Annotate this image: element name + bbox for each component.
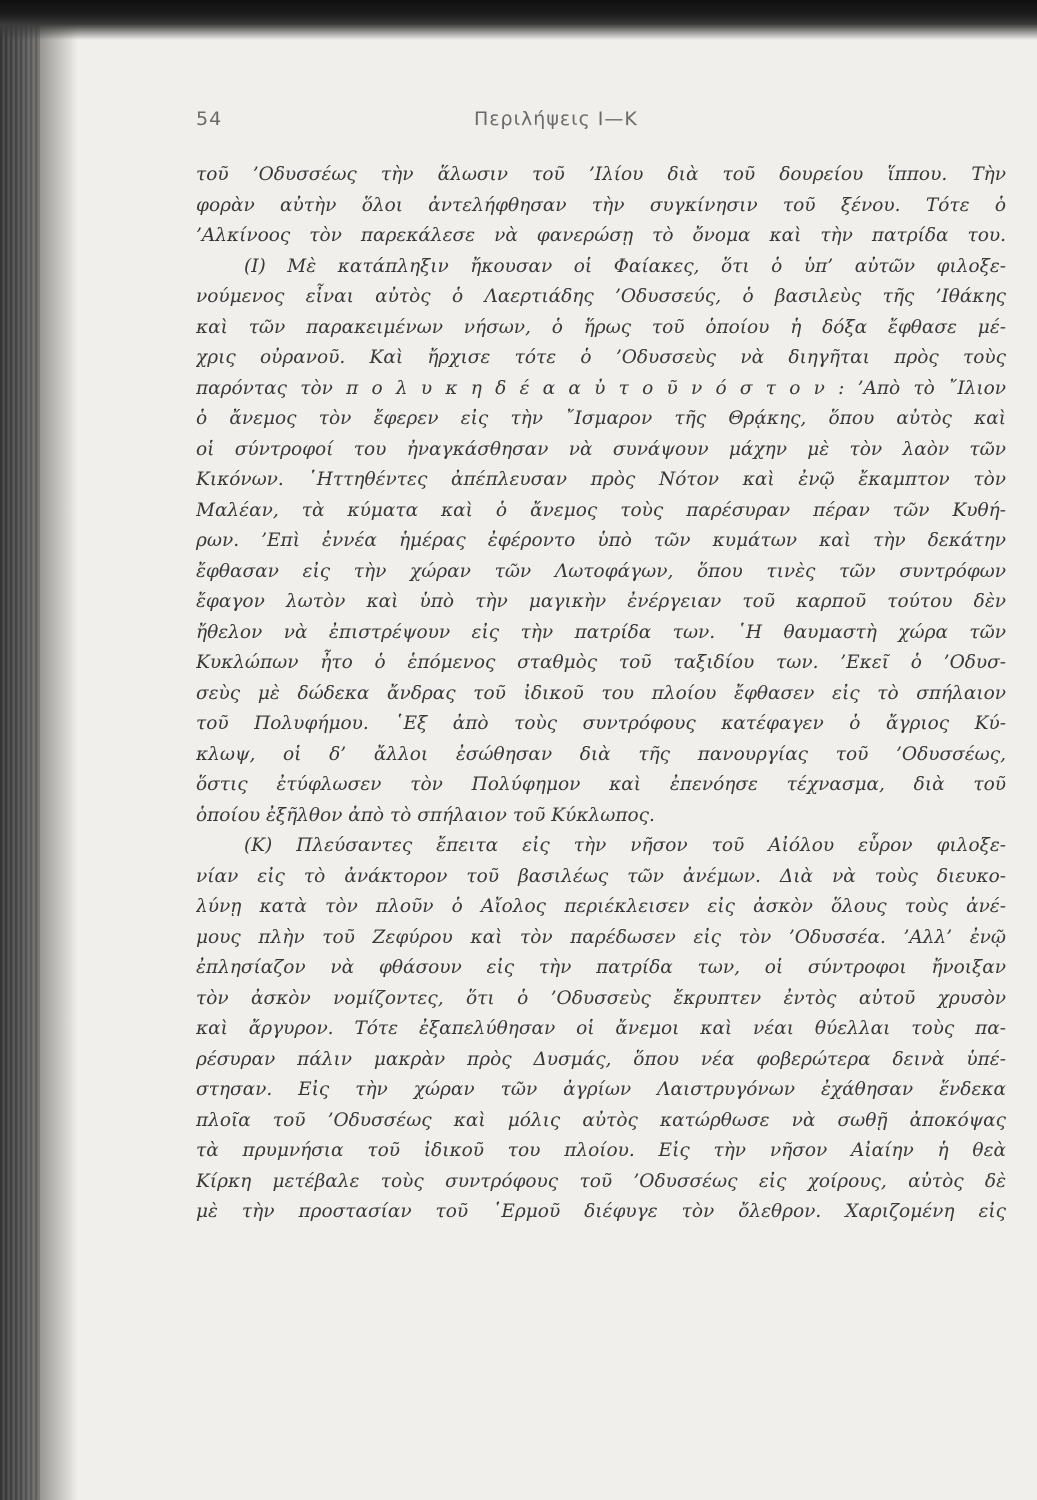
text-line: Κικόνων. ῾Ηττηθέντες ἀπέπλευσαν πρὸς Νότον καὶ ἐνῷ ἔκαμπτον τὸν: [196, 469, 1006, 490]
text-line: (Ι) Μὲ κατάπληξιν ἤκουσαν οἱ Φαίακες, ὅτι ὁ ὑπ’ αὐτῶν φιλοξε-: [244, 255, 1006, 277]
text-line: παρόντας τὸν π ο λ υ κ η δ έ α α ὐ τ ο ῦ ν ό σ τ ο ν : ’Απὸ τὸ ῎Ιλιον: [196, 377, 1006, 399]
text-line: στησαν. Εἰς τὴν χώραν τῶν ἀγρίων Λαιστρυγόνων ἐχάθησαν ἕνδεκα: [196, 1079, 1006, 1100]
text-line: μους πλὴν τοῦ Ζεφύρου καὶ τὸν παρέδωσεν εἰς τὸν ’Οδυσσέα. ’Αλλ’ ἐνῷ: [196, 926, 1006, 948]
text-line: ὅστις ἐτύφλωσεν τὸν Πολύφημον καὶ ἐπενόησε τέχνασμα, διὰ τοῦ: [196, 774, 1006, 795]
text-line: καὶ τῶν παρακειμένων νήσων, ὁ ἥρως τοῦ ὁποίου ἡ δόξα ἔφθασε μέ-: [196, 316, 1006, 338]
text-line: ἔφαγον λωτὸν καὶ ὑπὸ τὴν μαγικὴν ἐνέργειαν τοῦ καρποῦ τούτου δὲν: [196, 591, 1006, 612]
text-line: ρων. ’Επὶ ἐννέα ἡμέρας ἐφέροντο ὑπὸ τῶν κυμάτων καὶ τὴν δεκάτην: [196, 530, 1006, 551]
text-line: κλωψ, οἱ δ’ ἄλλοι ἐσώθησαν διὰ τῆς πανουργίας τοῦ ’Οδυσσέως,: [196, 743, 1006, 765]
text-line: τοῦ ’Οδυσσέως τὴν ἅλωσιν τοῦ ’Ιλίου διὰ τοῦ δουρείου ἵππου. Τὴν: [196, 164, 1006, 185]
body-text: [196, 160, 1006, 1228]
text-line: Κυκλώπων ἦτο ὁ ἑπόμενος σταθμὸς τοῦ ταξιδίου των. ’Εκεῖ ὁ ’Οδυσ-: [196, 652, 1006, 673]
text-line: (Κ) Πλεύσαντες ἔπειτα εἰς τὴν νῆσον τοῦ Αἰόλου εὗρον φιλοξε-: [244, 835, 1006, 856]
text-line: ρέσυραν πάλιν μακρὰν πρὸς Δυσμάς, ὅπου νέα φοβερώτερα δεινὰ ὑπέ-: [196, 1048, 1006, 1070]
running-head: [0, 108, 1037, 138]
text-line: λύνῃ κατὰ τὸν πλοῦν ὁ Αἴολος περιέκλεισεν εἰς ἀσκὸν ὅλους τοὺς ἀνέ-: [196, 896, 1006, 917]
text-line: πλοῖα τοῦ ’Οδυσσέως καὶ μόλις αὐτὸς κατώρθωσε νὰ σωθῇ ἀποκόψας: [196, 1109, 1006, 1131]
text-line: ὁποίου ἐξῆλθον ἀπὸ τὸ σπήλαιον τοῦ Κύκλωπος.: [196, 804, 655, 826]
text-line: ’Αλκίνοος τὸν παρεκάλεσε νὰ φανερώσῃ τὸ ὄνομα καὶ τὴν πατρίδα του.: [196, 225, 1006, 246]
text-line: Κίρκη μετέβαλε τοὺς συντρόφους τοῦ ’Οδυσσέως εἰς χοίρους, αὐτὸς δὲ: [196, 1170, 1006, 1192]
text-line: καὶ ἄργυρον. Τότε ἐξαπελύθησαν οἱ ἄνεμοι καὶ νέαι θύελλαι τοὺς πα-: [196, 1018, 1006, 1039]
text-line: τὰ πρυμνήσια τοῦ ἰδικοῦ του πλοίου. Εἰς τὴν νῆσον Αἰαίην ἡ θεὰ: [196, 1140, 1006, 1161]
text-line: ὁ ἄνεμος τὸν ἔφερεν εἰς τὴν ῎Ισμαρον τῆς Θρᾴκης, ὅπου αὐτὸς καὶ: [196, 408, 1006, 429]
text-line: ἤθελον νὰ ἐπιστρέψουν εἰς τὴν πατρίδα των. ῾Η θαυμαστὴ χώρα τῶν: [196, 621, 1006, 643]
text-line: τὸν ἀσκὸν νομίζοντες, ὅτι ὁ ’Οδυσσεὺς ἔκρυπτεν ἐντὸς αὐτοῦ χρυσὸν: [196, 987, 1006, 1009]
text-line: μὲ τὴν προστασίαν τοῦ ῾Ερμοῦ διέφυγε τὸν ὄλεθρον. Χαριζομένη εἰς: [196, 1201, 1006, 1222]
page-edge-stack: [0, 0, 40, 1500]
text-line: οἱ σύντροφοί του ἠναγκάσθησαν νὰ συνάψουν μάχην μὲ τὸν λαὸν τῶν: [196, 438, 1006, 460]
text-line: νίαν εἰς τὸ ἀνάκτορον τοῦ βασιλέως τῶν ἀνέμων. Διὰ νὰ τοὺς διευκο-: [196, 865, 1006, 887]
scan-dark-border: [0, 0, 1037, 40]
text-line: ἐπλησίαζον νὰ φθάσουν εἰς τὴν πατρίδα των, οἱ σύντροφοι ἤνοιξαν: [196, 957, 1006, 978]
text-line: ἔφθασαν εἰς τὴν χώραν τῶν Λωτοφάγων, ὅπου τινὲς τῶν συντρόφων: [196, 560, 1006, 582]
text-line: φορὰν αὐτὴν ὅλοι ἀντελήφθησαν τὴν συγκίνησιν τοῦ ξένου. Τότε ὁ: [196, 194, 1006, 216]
text-line: Μαλέαν, τὰ κύματα καὶ ὁ ἄνεμος τοὺς παρέσυραν πέραν τῶν Κυθή-: [196, 499, 1006, 521]
text-line: νούμενος εἶναι αὐτὸς ὁ Λαερτιάδης ’Οδυσσεύς, ὁ βασιλεὺς τῆς ’Ιθάκης: [196, 286, 1006, 307]
text-line: τοῦ Πολυφήμου. ῾Εξ ἀπὸ τοὺς συντρόφους κατέφαγεν ὁ ἄγριος Κύ-: [196, 713, 1006, 734]
page-number: 54: [196, 108, 223, 130]
text-line: χρις οὐρανοῦ. Καὶ ἤρχισε τότε ὁ ’Οδυσσεὺς νὰ διηγῆται πρὸς τοὺς: [196, 347, 1006, 368]
text-line: σεὺς μὲ δώδεκα ἄνδρας τοῦ ἰδικοῦ του πλοίου ἔφθασεν εἰς τὸ σπήλαιον: [196, 682, 1006, 704]
page-header-title: Περιλήψεις Ι—Κ: [474, 108, 638, 130]
